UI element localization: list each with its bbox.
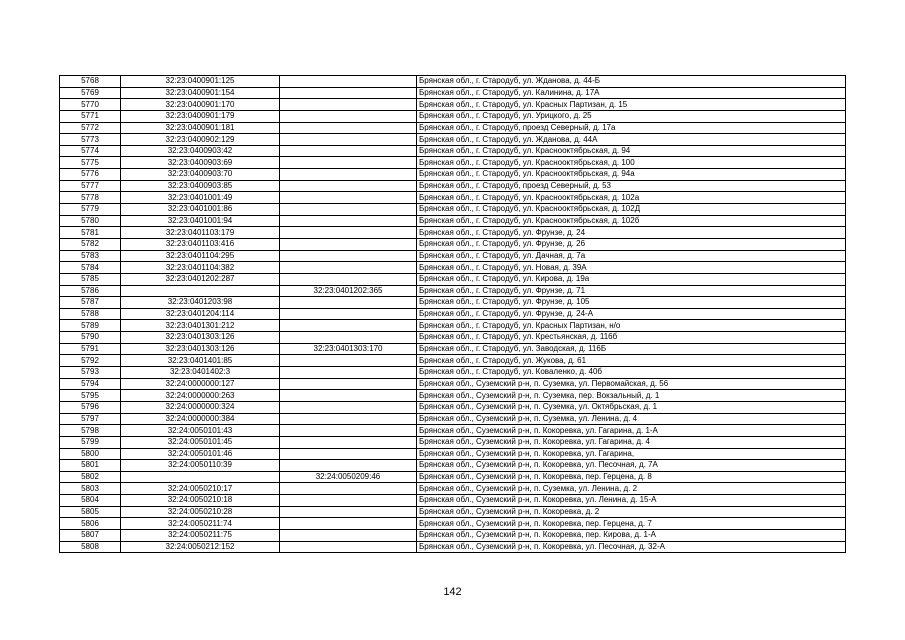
linked-cadastral-number-cell xyxy=(280,134,417,146)
linked-cadastral-number-cell xyxy=(280,238,417,250)
cadastral-number-cell: 32:24:0050101:45 xyxy=(121,436,280,448)
cadastral-number-cell: 32:23:0401001:86 xyxy=(121,204,280,216)
linked-cadastral-number-cell xyxy=(280,460,417,472)
table-row xyxy=(60,355,846,367)
linked-cadastral-number-cell xyxy=(280,273,417,285)
address-cell: Брянская обл., г. Стародуб, ул. Красных Партизан, д. 15 xyxy=(417,99,846,111)
address-cell: Брянская обл., г. Стародуб, ул. Краснооктябрьская, д. 100 xyxy=(417,157,846,169)
page-number: 142 xyxy=(443,586,462,598)
table-row xyxy=(60,401,846,413)
linked-cadastral-number-cell xyxy=(280,401,417,413)
address-cell: Брянская обл., г. Стародуб, ул. Краснооктябрьская, д. 102Д xyxy=(417,204,846,216)
cadastral-number-cell xyxy=(121,285,280,297)
cadastral-number-cell: 32:23:0400901:179 xyxy=(121,110,280,122)
address-cell: Брянская обл., г. Стародуб, ул. Красных Партизан, н/о xyxy=(417,320,846,332)
linked-cadastral-number-cell xyxy=(280,180,417,192)
row-number-cell: 5802 xyxy=(60,471,121,483)
cadastral-number-cell: 32:23:0401103:416 xyxy=(121,238,280,250)
address-cell: Брянская обл., г. Стародуб, ул. Кирова, д. 19а xyxy=(417,273,846,285)
row-number-cell: 5804 xyxy=(60,495,121,507)
cadastral-number-cell: 32:24:0050101:43 xyxy=(121,425,280,437)
linked-cadastral-number-cell xyxy=(280,76,417,88)
address-cell: Брянская обл., Суземский р-н, п. Кокоревка, пер. Кирова, д. 1-А xyxy=(417,529,846,541)
table-row xyxy=(60,506,846,518)
table-row xyxy=(60,262,846,274)
address-cell: Брянская обл., г. Стародуб, ул. Краснооктябрьская, д. 102б xyxy=(417,215,846,227)
row-number-cell: 5792 xyxy=(60,355,121,367)
linked-cadastral-number-cell xyxy=(280,448,417,460)
address-cell: Брянская обл., г. Стародуб, проезд Северный, д. 17а xyxy=(417,122,846,134)
address-cell: Брянская обл., Суземский р-н, п. Суземка, ул. Ленина, д. 2 xyxy=(417,483,846,495)
cadastral-number-cell: 32:23:0400901:154 xyxy=(121,87,280,99)
table-row xyxy=(60,192,846,204)
property-register-table xyxy=(59,75,846,553)
row-number-cell: 5787 xyxy=(60,297,121,309)
row-number-cell: 5791 xyxy=(60,343,121,355)
address-cell: Брянская обл., г. Стародуб, ул. Фрунзе, д. 26 xyxy=(417,238,846,250)
address-cell: Брянская обл., г. Стародуб, проезд Северный, д. 53 xyxy=(417,180,846,192)
row-number-cell: 5788 xyxy=(60,308,121,320)
table-row xyxy=(60,436,846,448)
table-row xyxy=(60,471,846,483)
table-row xyxy=(60,541,846,553)
table-row xyxy=(60,460,846,472)
row-number-cell: 5795 xyxy=(60,390,121,402)
row-number-cell: 5799 xyxy=(60,436,121,448)
linked-cadastral-number-cell xyxy=(280,192,417,204)
table-row xyxy=(60,413,846,425)
table-row xyxy=(60,529,846,541)
address-cell: Брянская обл., г. Стародуб, ул. Новая, д. 39А xyxy=(417,262,846,274)
table-row xyxy=(60,390,846,402)
table-row xyxy=(60,367,846,379)
linked-cadastral-number-cell xyxy=(280,215,417,227)
linked-cadastral-number-cell: 32:23:0401303:170 xyxy=(280,343,417,355)
table-row xyxy=(60,145,846,157)
cadastral-number-cell: 32:23:0400901:181 xyxy=(121,122,280,134)
address-cell: Брянская обл., г. Стародуб, ул. Жукова, д. 61 xyxy=(417,355,846,367)
table-row xyxy=(60,169,846,181)
cadastral-number-cell: 32:23:0400901:125 xyxy=(121,76,280,88)
cadastral-number-cell: 32:23:0400902:129 xyxy=(121,134,280,146)
row-number-cell: 5770 xyxy=(60,99,121,111)
table-row xyxy=(60,76,846,88)
linked-cadastral-number-cell xyxy=(280,308,417,320)
row-number-cell: 5808 xyxy=(60,541,121,553)
linked-cadastral-number-cell xyxy=(280,367,417,379)
cadastral-number-cell: 32:23:0401103:179 xyxy=(121,227,280,239)
row-number-cell: 5786 xyxy=(60,285,121,297)
linked-cadastral-number-cell xyxy=(280,355,417,367)
linked-cadastral-number-cell xyxy=(280,297,417,309)
cadastral-number-cell: 32:23:0401204:114 xyxy=(121,308,280,320)
address-cell: Брянская обл., г. Стародуб, ул. Краснооктябрьская, д. 94а xyxy=(417,169,846,181)
row-number-cell: 5784 xyxy=(60,262,121,274)
address-cell: Брянская обл., Суземский р-н, п. Суземка, ул. Ленина, д. 4 xyxy=(417,413,846,425)
table-row xyxy=(60,215,846,227)
cadastral-number-cell: 32:23:0400901:170 xyxy=(121,99,280,111)
cadastral-number-cell: 32:23:0401001:49 xyxy=(121,192,280,204)
address-cell: Брянская обл., г. Стародуб, ул. Дачная, д. 7а xyxy=(417,250,846,262)
address-cell: Брянская обл., Суземский р-н, п. Кокоревка, д. 2 xyxy=(417,506,846,518)
row-number-cell: 5772 xyxy=(60,122,121,134)
linked-cadastral-number-cell xyxy=(280,425,417,437)
address-cell: Брянская обл., г. Стародуб, ул. Краснооктябрьская, д. 94 xyxy=(417,145,846,157)
cadastral-number-cell: 32:23:0401104:295 xyxy=(121,250,280,262)
address-cell: Брянская обл., Суземский р-н, п. Кокоревка, ул. Песочная, д. 7А xyxy=(417,460,846,472)
address-cell: Брянская обл., Суземский р-н, п. Суземка, пер. Вокзальный, д. 1 xyxy=(417,390,846,402)
cadastral-number-cell: 32:24:0050211:75 xyxy=(121,529,280,541)
table-row xyxy=(60,343,846,355)
linked-cadastral-number-cell xyxy=(280,506,417,518)
row-number-cell: 5782 xyxy=(60,238,121,250)
address-cell: Брянская обл., Суземский р-н, п. Кокоревка, ул. Гагарина, д. 1-А xyxy=(417,425,846,437)
row-number-cell: 5776 xyxy=(60,169,121,181)
address-cell: Брянская обл., Суземский р-н, п. Кокоревка, ул. Ленина, д. 15-А xyxy=(417,495,846,507)
table-row xyxy=(60,87,846,99)
row-number-cell: 5780 xyxy=(60,215,121,227)
cadastral-number-cell: 32:23:0401203:98 xyxy=(121,297,280,309)
cadastral-number-cell: 32:24:0000000:384 xyxy=(121,413,280,425)
cadastral-number-cell: 32:24:0050211:74 xyxy=(121,518,280,530)
linked-cadastral-number-cell xyxy=(280,332,417,344)
linked-cadastral-number-cell xyxy=(280,483,417,495)
table-row xyxy=(60,495,846,507)
address-cell: Брянская обл., г. Стародуб, ул. Крестьянская, д. 116б xyxy=(417,332,846,344)
table-row xyxy=(60,448,846,460)
cadastral-number-cell: 32:23:0401303:126 xyxy=(121,332,280,344)
linked-cadastral-number-cell xyxy=(280,529,417,541)
row-number-cell: 5783 xyxy=(60,250,121,262)
linked-cadastral-number-cell: 32:24:0050209:46 xyxy=(280,471,417,483)
cadastral-number-cell: 32:23:0401301:212 xyxy=(121,320,280,332)
cadastral-number-cell: 32:24:0050110:39 xyxy=(121,460,280,472)
linked-cadastral-number-cell xyxy=(280,518,417,530)
row-number-cell: 5769 xyxy=(60,87,121,99)
linked-cadastral-number-cell xyxy=(280,122,417,134)
address-cell: Брянская обл., Суземский р-н, п. Суземка, ул. Первомайская, д. 56 xyxy=(417,378,846,390)
register-table-body xyxy=(60,76,846,553)
row-number-cell: 5768 xyxy=(60,76,121,88)
row-number-cell: 5775 xyxy=(60,157,121,169)
table-row xyxy=(60,378,846,390)
address-cell: Брянская обл., Суземский р-н, п. Кокоревка, ул. Песочная, д. 32-А xyxy=(417,541,846,553)
row-number-cell: 5777 xyxy=(60,180,121,192)
table-row xyxy=(60,122,846,134)
linked-cadastral-number-cell xyxy=(280,157,417,169)
cadastral-number-cell: 32:24:0050210:17 xyxy=(121,483,280,495)
address-cell: Брянская обл., г. Стародуб, ул. Жданова, д. 44-Б xyxy=(417,76,846,88)
table-row xyxy=(60,204,846,216)
row-number-cell: 5796 xyxy=(60,401,121,413)
cadastral-number-cell: 32:23:0400903:70 xyxy=(121,169,280,181)
row-number-cell: 5790 xyxy=(60,332,121,344)
cadastral-number-cell xyxy=(121,471,280,483)
address-cell: Брянская обл., г. Стародуб, ул. Калинина, д. 17А xyxy=(417,87,846,99)
cadastral-number-cell: 32:24:0000000:263 xyxy=(121,390,280,402)
address-cell: Брянская обл., Суземский р-н, п. Кокоревка, пер. Герцена, д. 7 xyxy=(417,518,846,530)
address-cell: Брянская обл., г. Стародуб, ул. Фрунзе, д. 71 xyxy=(417,285,846,297)
linked-cadastral-number-cell xyxy=(280,390,417,402)
row-number-cell: 5803 xyxy=(60,483,121,495)
row-number-cell: 5801 xyxy=(60,460,121,472)
address-cell: Брянская обл., г. Стародуб, ул. Урицкого, д. 25 xyxy=(417,110,846,122)
row-number-cell: 5807 xyxy=(60,529,121,541)
cadastral-number-cell: 32:24:0050101:46 xyxy=(121,448,280,460)
linked-cadastral-number-cell xyxy=(280,250,417,262)
address-cell: Брянская обл., Суземский р-н, п. Кокоревка, ул. Гагарина, д. 4 xyxy=(417,436,846,448)
linked-cadastral-number-cell xyxy=(280,320,417,332)
row-number-cell: 5789 xyxy=(60,320,121,332)
row-number-cell: 5797 xyxy=(60,413,121,425)
linked-cadastral-number-cell xyxy=(280,169,417,181)
row-number-cell: 5793 xyxy=(60,367,121,379)
linked-cadastral-number-cell xyxy=(280,413,417,425)
table-row xyxy=(60,518,846,530)
table-row xyxy=(60,285,846,297)
table-row xyxy=(60,297,846,309)
linked-cadastral-number-cell xyxy=(280,145,417,157)
table-row xyxy=(60,308,846,320)
table-row xyxy=(60,157,846,169)
row-number-cell: 5805 xyxy=(60,506,121,518)
table-row xyxy=(60,273,846,285)
row-number-cell: 5785 xyxy=(60,273,121,285)
row-number-cell: 5778 xyxy=(60,192,121,204)
row-number-cell: 5774 xyxy=(60,145,121,157)
linked-cadastral-number-cell xyxy=(280,436,417,448)
cadastral-number-cell: 32:24:0000000:127 xyxy=(121,378,280,390)
table-row xyxy=(60,227,846,239)
cadastral-number-cell: 32:23:0400903:42 xyxy=(121,145,280,157)
linked-cadastral-number-cell xyxy=(280,262,417,274)
linked-cadastral-number-cell: 32:23:0401202:365 xyxy=(280,285,417,297)
address-cell: Брянская обл., Суземский р-н, п. Суземка, ул. Октябрьская, д. 1 xyxy=(417,401,846,413)
linked-cadastral-number-cell xyxy=(280,87,417,99)
cadastral-number-cell: 32:23:0400903:69 xyxy=(121,157,280,169)
address-cell: Брянская обл., Суземский р-н, п. Кокоревка, ул. Гагарина, xyxy=(417,448,846,460)
address-cell: Брянская обл., Суземский р-н, п. Кокоревка, пер. Герцена, д. 8 xyxy=(417,471,846,483)
linked-cadastral-number-cell xyxy=(280,495,417,507)
linked-cadastral-number-cell xyxy=(280,204,417,216)
linked-cadastral-number-cell xyxy=(280,227,417,239)
cadastral-number-cell: 32:23:0400903:85 xyxy=(121,180,280,192)
address-cell: Брянская обл., г. Стародуб, ул. Краснооктябрьская, д. 102а xyxy=(417,192,846,204)
cadastral-number-cell: 32:24:0050210:28 xyxy=(121,506,280,518)
row-number-cell: 5794 xyxy=(60,378,121,390)
cadastral-number-cell: 32:23:0401402:3 xyxy=(121,367,280,379)
cadastral-number-cell: 32:23:0401104:382 xyxy=(121,262,280,274)
cadastral-number-cell: 32:23:0401401:85 xyxy=(121,355,280,367)
table-row xyxy=(60,483,846,495)
address-cell: Брянская обл., г. Стародуб, ул. Фрунзе, д. 24-А xyxy=(417,308,846,320)
address-cell: Брянская обл., г. Стародуб, ул. Фрунзе, д. 24 xyxy=(417,227,846,239)
linked-cadastral-number-cell xyxy=(280,378,417,390)
row-number-cell: 5773 xyxy=(60,134,121,146)
cadastral-number-cell: 32:24:0000000:324 xyxy=(121,401,280,413)
table-row xyxy=(60,99,846,111)
linked-cadastral-number-cell xyxy=(280,99,417,111)
table-row xyxy=(60,332,846,344)
address-cell: Брянская обл., г. Стародуб, ул. Заводская, д. 116Б xyxy=(417,343,846,355)
row-number-cell: 5771 xyxy=(60,110,121,122)
table-row xyxy=(60,180,846,192)
cadastral-number-cell: 32:24:0050210:18 xyxy=(121,495,280,507)
linked-cadastral-number-cell xyxy=(280,541,417,553)
address-cell: Брянская обл., г. Стародуб, ул. Коваленко, д. 40б xyxy=(417,367,846,379)
row-number-cell: 5798 xyxy=(60,425,121,437)
cadastral-number-cell: 32:23:0401303:126 xyxy=(121,343,280,355)
address-cell: Брянская обл., г. Стародуб, ул. Фрунзе, д. 105 xyxy=(417,297,846,309)
cadastral-number-cell: 32:23:0401202:287 xyxy=(121,273,280,285)
table-row xyxy=(60,134,846,146)
table-row xyxy=(60,250,846,262)
row-number-cell: 5779 xyxy=(60,204,121,216)
cadastral-number-cell: 32:24:0050212:152 xyxy=(121,541,280,553)
table-row xyxy=(60,110,846,122)
address-cell: Брянская обл., г. Стародуб, ул. Жданова, д. 44А xyxy=(417,134,846,146)
row-number-cell: 5781 xyxy=(60,227,121,239)
table-row xyxy=(60,238,846,250)
row-number-cell: 5806 xyxy=(60,518,121,530)
table-row xyxy=(60,320,846,332)
row-number-cell: 5800 xyxy=(60,448,121,460)
table-row xyxy=(60,425,846,437)
linked-cadastral-number-cell xyxy=(280,110,417,122)
cadastral-number-cell: 32:23:0401001:94 xyxy=(121,215,280,227)
